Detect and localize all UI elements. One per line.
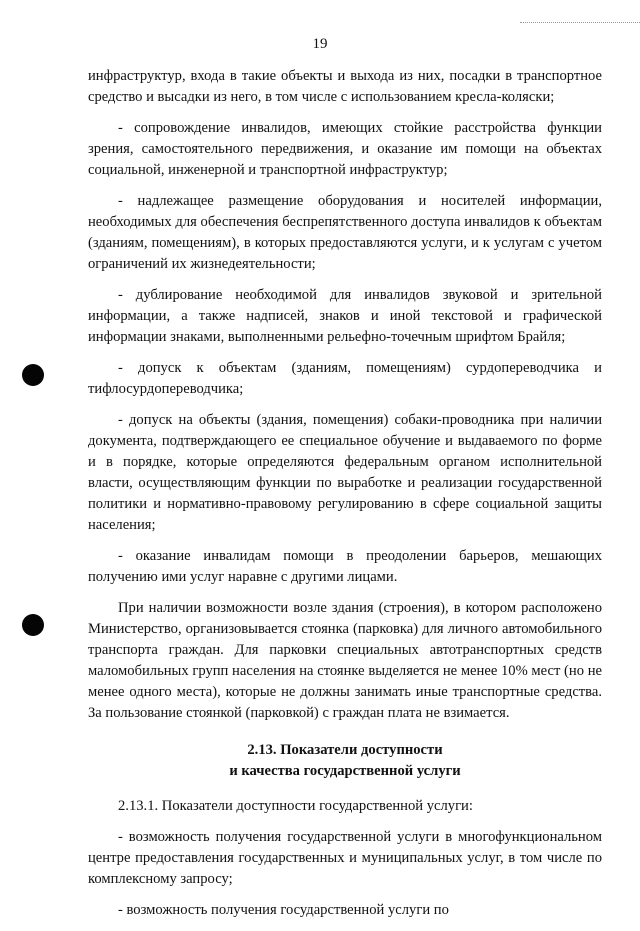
paragraph-continuation: инфраструктур, входа в такие объекты и выхода из них, посадки в транспортное средство и высадки из него, в том числе с использованием кресла-коляски; (88, 68, 602, 105)
section-heading-line-2: и качества государственной услуги (229, 763, 461, 779)
paragraph-guide-dog-admission: - допуск на объекты (здания, помещения) собаки-проводника при наличии документа, подтверждающего ее специальное обучение и выдаваемого по форме и в порядке, которые определяются федеральным органом исполнительной власти, осуществляющим функции по выработке и реализации государственной политики и нормативно-правовому регулированию в сфере социальной защиты населения; (88, 412, 602, 533)
section-heading (88, 740, 602, 782)
punch-hole-bottom (22, 614, 44, 636)
section-heading-line-1: 2.13. Показатели доступности (247, 742, 443, 758)
paragraph-barrier-assistance: - оказание инвалидам помощи в преодолении барьеров, мешающих получению ими услуг наравне с другими лицами. (88, 548, 602, 585)
list-item-mfc-access: - возможность получения государственной услуги в многофункциональном центре предоставления государственных и муниципальных услуг, в том числе по комплексному запросу; (88, 829, 602, 887)
paragraph-escort: - сопровождение инвалидов, имеющих стойкие расстройства функции зрения, самостоятельного передвижения, и оказание им помощи на объектах социальной, инженерной и транспортной инфраструктур; (88, 120, 602, 178)
paragraph-equipment-placement: - надлежащее размещение оборудования и носителей информации, необходимых для обеспечения беспрепятственного доступа инвалидов к объектам (зданиям, помещениям), в которых предоставляются услуги, и к услугам с учетом ограничений их жизнедеятельности; (88, 193, 602, 272)
paragraph-interpreter-admission: - допуск к объектам (зданиям, помещениям) сурдопереводчика и тифлосурдопереводчика; (88, 360, 602, 397)
scan-corner-mark (520, 0, 640, 23)
page-body (88, 66, 602, 931)
paragraph-parking: При наличии возможности возле здания (строения), в котором расположено Министерство, организовывается стоянка (парковка) для личного автомобильного транспорта граждан. Для парковки специальных автотранспортных средств маломобильных групп населения на стоянке выделяется не менее 10% мест (но не менее одного места), которые не должны занимать иные транспортные средства. За пользование стоянкой (парковкой) с граждан плата не взимается. (88, 600, 602, 721)
page-number: 19 (312, 36, 328, 52)
punch-hole-top (22, 364, 44, 386)
subsection-title: 2.13.1. Показатели доступности государственной услуги: (118, 798, 473, 814)
paragraph-information-duplication: - дублирование необходимой для инвалидов звуковой и зрительной информации, а также надписей, знаков и иной текстовой и графической информации знаками, выполненными рельефно-точечным шрифтом Брайля; (88, 287, 602, 345)
list-item-service-access: - возможность получения государственной услуги по (118, 902, 449, 918)
